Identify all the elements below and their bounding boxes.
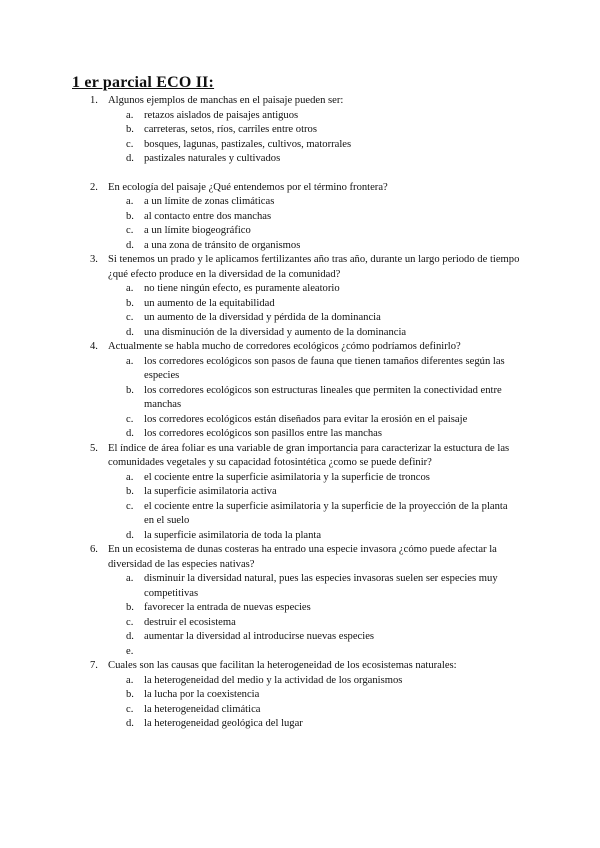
question-7 (0, 659, 600, 732)
option-letter: c. (126, 616, 134, 628)
question-prompt: Si tenemos un prado y le aplicamos fertilizantes año tras año, durante un largo periodo de tiempo ¿qué efecto produce en la diversidad de la comunidad? (108, 254, 520, 280)
question-number: 5. (90, 442, 98, 454)
option-letter: b. (126, 486, 134, 497)
option-letter: d. (126, 718, 134, 729)
option-text: al contacto entre dos manchas (144, 210, 272, 222)
question-text (0, 253, 520, 282)
option-text: los corredores ecológicos son estructuras lineales que permiten la conectividad entre manchas (144, 384, 502, 410)
option-text: destruir el ecosistema (144, 616, 236, 628)
option-letter: d. (126, 428, 134, 439)
question-number: 2. (90, 181, 98, 193)
answer-option (0, 572, 520, 601)
question-number: 4. (90, 341, 98, 352)
option-text: la heterogeneidad climática (144, 703, 261, 715)
answer-option (0, 485, 520, 500)
question-text (0, 94, 520, 109)
question-prompt: En un ecosistema de dunas costeras ha entrado una especie invasora ¿cómo puede afectar la diversidad de las especies nativas? (108, 544, 497, 570)
option-letter: a. (126, 471, 134, 483)
option-letter: a. (126, 674, 134, 686)
option-text: la heterogeneidad del medio y la actividad de los organismos (144, 674, 403, 686)
option-letter: c. (126, 312, 134, 323)
answer-option (0, 688, 520, 703)
option-text: un aumento de la equitabilidad (144, 297, 275, 309)
answer-option (0, 630, 520, 645)
page-title: 1 er parcial ECO II: (72, 74, 215, 91)
option-letter: c. (126, 500, 134, 512)
option-text: el cociente entre la superficie asimilatoria y la superficie de troncos (144, 471, 430, 483)
option-letter: a. (126, 573, 134, 584)
option-text: la lucha por la coexistencia (144, 689, 260, 700)
question-text (0, 442, 520, 471)
question-text (0, 340, 520, 355)
answer-option (0, 195, 520, 210)
option-letter: b. (126, 689, 134, 700)
option-text: la superficie asimilatoria activa (144, 486, 277, 497)
question-number: 3. (90, 254, 98, 265)
answer-option (0, 601, 520, 616)
option-text: favorecer la entrada de nuevas especies (144, 602, 311, 613)
option-letter: d. (126, 239, 134, 251)
question-text (0, 543, 520, 572)
answer-option (0, 152, 520, 167)
question-prompt: En ecología del paisaje ¿Qué entendemos por el término frontera? (108, 181, 388, 193)
answer-option (0, 616, 520, 631)
option-text: el cociente entre la superficie asimilatoria y la superficie de la proyección de la planta en el suelo (144, 500, 508, 526)
question-text (0, 181, 520, 196)
option-letter: c. (126, 413, 134, 425)
option-text: pastizales naturales y cultivados (144, 153, 281, 164)
question-prompt: Actualmente se habla mucho de corredores ecológicos ¿cómo podríamos definirlo? (108, 341, 461, 352)
option-letter: b. (126, 124, 134, 135)
option-letter: a. (126, 109, 134, 121)
option-text: una disminución de la diversidad y aumento de la dominancia (144, 326, 407, 338)
option-letter: a. (126, 355, 134, 367)
question-2 (0, 181, 600, 254)
option-letter: a. (126, 196, 134, 207)
question-number: 7. (90, 660, 98, 671)
answer-option (0, 674, 520, 689)
question-3 (0, 253, 600, 340)
spacer (0, 167, 600, 181)
answer-option (0, 703, 520, 718)
option-text: un aumento de la diversidad y pérdida de la dominancia (144, 312, 381, 323)
answer-option (0, 529, 520, 544)
question-text (0, 659, 520, 674)
option-text: los corredores ecológicos están diseñados para evitar la erosión en el paisaje (144, 413, 468, 425)
answer-option (0, 500, 520, 529)
option-text: la heterogeneidad geológica del lugar (144, 718, 303, 729)
option-text: aumentar la diversidad al introducirse nuevas especies (144, 631, 375, 642)
option-text: disminuir la diversidad natural, pues las especies invasoras suelen ser especies muy competitivas (144, 573, 498, 599)
answer-option (0, 326, 520, 341)
question-number: 1. (90, 95, 98, 106)
option-letter: b. (126, 210, 134, 222)
question-6 (0, 543, 600, 659)
option-letter: d. (126, 153, 134, 164)
answer-option (0, 297, 520, 312)
option-text: carreteras, setos, ríos, carriles entre otros (144, 124, 317, 135)
answer-option (0, 427, 520, 442)
option-text: bosques, lagunas, pastizales, cultivos, matorrales (144, 138, 352, 150)
question-prompt: Algunos ejemplos de manchas en el paisaje pueden ser: (108, 95, 344, 106)
option-letter: d. (126, 326, 134, 338)
answer-option (0, 355, 520, 384)
option-text: los corredores ecológicos son pasos de fauna que tienen tamaños diferentes según las especies (144, 355, 505, 381)
option-letter: c. (126, 703, 134, 715)
answer-option (0, 239, 520, 254)
question-number: 6. (90, 544, 98, 555)
question-prompt: Cuales son las causas que facilitan la heterogeneidad de los ecosistemas naturales: (108, 660, 457, 671)
question-prompt: El índice de área foliar es una variable de gran importancia para caracterizar la estuctura de las comunidades vegetales y su capacidad fotosintética ¿como se puede definir? (108, 442, 510, 468)
answer-option (0, 109, 520, 124)
option-letter: c. (126, 225, 134, 236)
option-letter: b. (126, 602, 134, 613)
answer-option (0, 717, 520, 732)
question-1 (0, 94, 600, 167)
option-letter: a. (126, 283, 134, 294)
option-text: a un límite biogeográfico (144, 225, 251, 236)
answer-option (0, 311, 520, 326)
option-letter: b. (126, 297, 134, 309)
option-text: a una zona de tránsito de organismos (144, 239, 301, 251)
option-letter: d. (126, 631, 134, 642)
option-letter: e. (126, 645, 134, 657)
option-text: no tiene ningún efecto, es puramente aleatorio (144, 283, 340, 294)
option-text: retazos aislados de paisajes antiguos (144, 109, 299, 121)
answer-option (0, 123, 520, 138)
answer-option (0, 645, 520, 660)
answer-option (0, 224, 520, 239)
answer-option (0, 413, 520, 428)
option-text: los corredores ecológicos son pasillos entre las manchas (144, 428, 382, 439)
question-4 (0, 340, 600, 442)
option-letter: c. (126, 138, 134, 150)
option-letter: b. (126, 384, 134, 396)
option-text: a un límite de zonas climáticas (144, 196, 275, 207)
answer-option (0, 471, 520, 486)
option-letter: d. (126, 529, 134, 541)
answer-option (0, 138, 520, 153)
answer-option (0, 210, 520, 225)
answer-option (0, 282, 520, 297)
question-list (0, 94, 600, 732)
question-5 (0, 442, 600, 544)
option-text: la superficie asimilatoria de toda la planta (144, 529, 322, 541)
answer-option (0, 384, 520, 413)
